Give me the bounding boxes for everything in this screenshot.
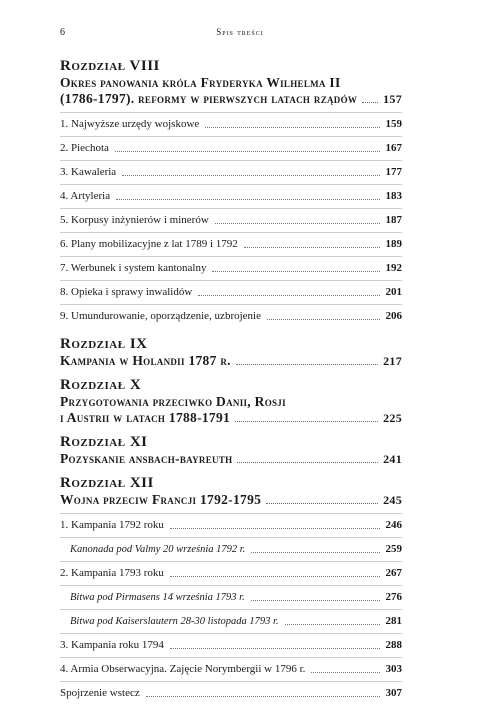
entry-title: Kanonada pod Valmy 20 września 1792 r. [70,544,246,555]
chapter-title-row[interactable] [60,353,402,369]
entry-page-number: 281 [385,615,402,627]
dot-leader [170,528,380,529]
chapter-block [60,58,402,328]
chapter-page-number: 241 [383,452,402,466]
entry-title: 7. Werbunek i system kantonalny [60,262,207,274]
toc-entry[interactable] [60,184,402,208]
toc-entry[interactable] [60,160,402,184]
toc-subentry[interactable] [60,585,402,609]
chapter-title: (1786-1797). reformy w pierwszych latach rządów [60,91,358,106]
toc-entry[interactable] [60,232,402,256]
dot-leader [267,319,380,320]
chapter-heading: Rozdział X [60,377,142,393]
dot-leader [198,295,379,296]
entry-page-number: 206 [385,310,402,322]
chapter-block [60,336,402,369]
entry-page-number: 307 [385,687,402,699]
chapter-heading: Rozdział XII [60,475,154,491]
entry-page-number: 246 [385,519,402,531]
chapter-page-number: 217 [383,354,402,368]
entry-page-number: 167 [385,142,402,154]
entry-page-number: 267 [385,567,402,579]
dot-leader [146,696,380,697]
chapter-page-number: 225 [383,411,402,425]
entry-page-number: 159 [385,118,402,130]
chapter-heading: Rozdział XI [60,434,148,450]
entry-title: Bitwa pod Pirmasens 14 września 1793 r. [70,592,245,603]
entry-title: Spojrzenie wstecz [60,687,140,699]
entry-page-number: 276 [385,591,402,603]
entry-page-number: 259 [385,543,402,555]
chapter-page-number: 157 [383,92,402,106]
chapter-heading: Rozdział IX [60,336,148,352]
toc-entry[interactable] [60,112,402,136]
dot-leader [205,127,379,128]
entry-title: 9. Umundurowanie, oporządzenie, uzbrojenie [60,310,261,322]
dot-leader [237,462,378,463]
chapter-title-line: Okres panowania króla Fryderyka Wilhelma II [60,75,341,90]
chapter-title: Kampania w Holandii 1787 r. [60,353,231,368]
entry-page-number: 183 [385,190,402,202]
entry-title: 3. Kampania roku 1794 [60,639,164,651]
chapter-title: Pozyskanie ansbach-bayreuth [60,451,233,466]
entry-title: 4. Armia Obserwacyjna. Zajęcie Norymbergii w 1796 r. [60,663,306,675]
toc-entry[interactable] [60,561,402,585]
table-of-contents [60,58,402,713]
entry-page-number: 177 [385,166,402,178]
entry-title: 5. Korpusy inżynierów i minerów [60,214,209,226]
chapter-title-row[interactable] [60,91,402,107]
toc-subentry[interactable] [60,609,402,633]
dot-leader [251,552,379,553]
toc-subentry[interactable] [60,537,402,561]
dot-leader [116,199,379,200]
dot-leader [285,624,380,625]
entry-title: 1. Najwyższe urzędy wojskowe [60,118,200,130]
toc-entry[interactable] [60,657,402,681]
toc-entry[interactable] [60,304,402,328]
dot-leader [251,600,380,601]
entry-title: 3. Kawaleria [60,166,117,178]
entry-title: 4. Artyleria [60,190,111,202]
entry-title: 8. Opieka i sprawy inwalidów [60,286,193,298]
entry-page-number: 288 [385,639,402,651]
dot-leader [215,223,380,224]
toc-entry[interactable] [60,136,402,160]
dot-leader [311,672,379,673]
chapter-title-row[interactable] [60,492,402,508]
entry-page-number: 201 [385,286,402,298]
dot-leader [122,175,379,176]
entry-title: 6. Plany mobilizacyjne z lat 1789 i 1792 [60,238,238,250]
dot-leader [212,271,379,272]
toc-entry[interactable] [60,513,402,537]
dot-leader [244,247,380,248]
toc-entry[interactable] [60,280,402,304]
entry-title: 1. Kampania 1792 roku [60,519,164,531]
chapter-page-number: 245 [383,493,402,507]
entry-page-number: 187 [385,214,402,226]
dot-leader [235,421,378,422]
chapter-block [60,475,402,705]
chapter-title-line: Przygotowania przeciwko Danii, Rosji [60,394,286,409]
chapter-title-row[interactable] [60,451,402,467]
toc-entry[interactable] [60,256,402,280]
toc-entry[interactable] [60,633,402,657]
chapter-block [60,434,402,467]
toc-entry[interactable] [60,681,402,705]
dot-leader [362,102,378,103]
dot-leader [170,648,380,649]
running-head: Spis treści [216,27,264,37]
page-number: 6 [60,27,65,38]
entry-title: 2. Kampania 1793 roku [60,567,164,579]
entry-page-number: 192 [385,262,402,274]
dot-leader [170,576,380,577]
dot-leader [236,364,378,365]
page-header [0,27,480,43]
dot-leader [115,151,380,152]
chapter-title-row[interactable] [60,410,402,426]
dot-leader [266,503,378,504]
entry-page-number: 189 [385,238,402,250]
toc-entry[interactable] [60,208,402,232]
entry-title: 2. Piechota [60,142,109,154]
entry-page-number: 303 [385,663,402,675]
chapter-block [60,377,402,426]
chapter-heading: Rozdział VIII [60,58,160,74]
entry-title: Bitwa pod Kaiserslautern 28-30 listopada 1793 r. [70,616,279,627]
chapter-title: i Austrii w latach 1788-1791 [60,410,231,425]
chapter-title: Wojna przeciw Francji 1792-1795 [60,492,262,507]
